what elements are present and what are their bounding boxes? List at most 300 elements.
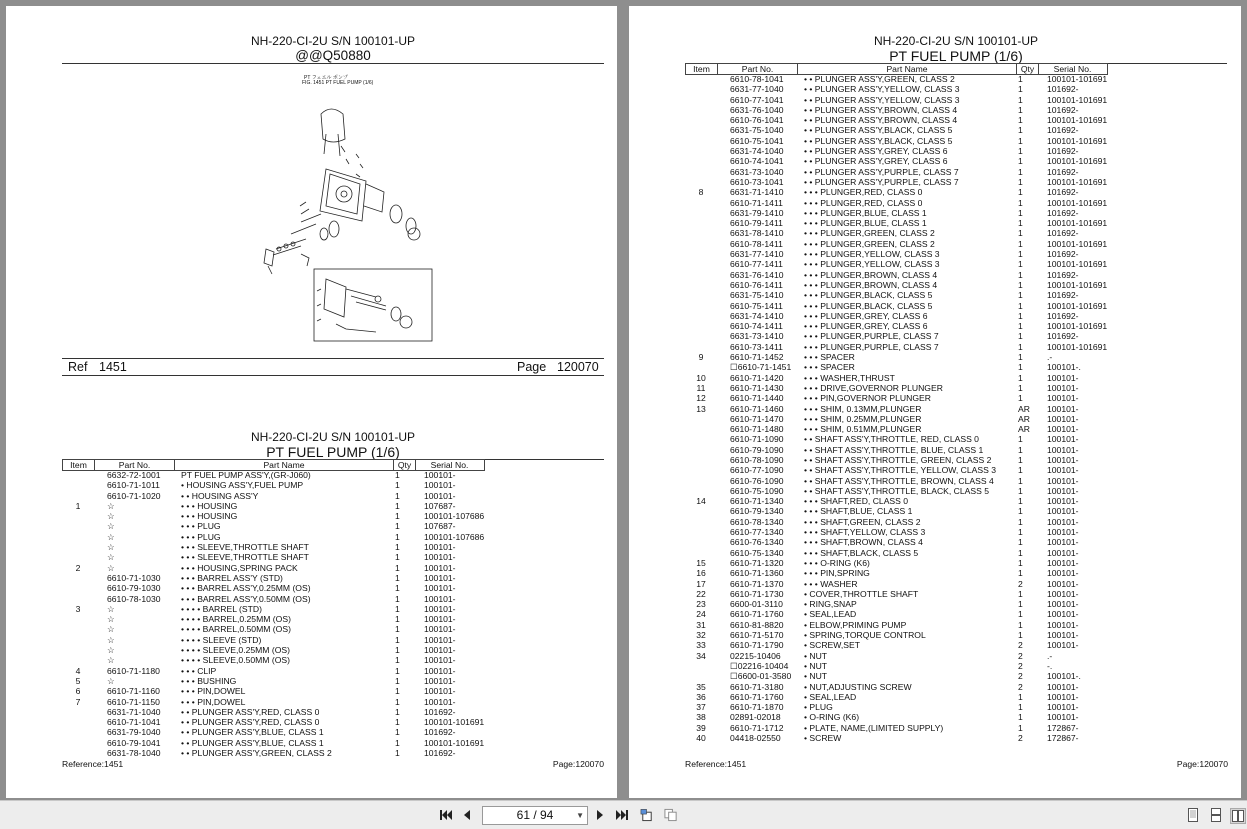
cell-part-no: ☐6610-71-1451: [730, 362, 792, 373]
table-row: [62, 583, 602, 593]
figure-caption-jp: PT フェエル ポンプ: [304, 75, 348, 81]
cell-part-name: • • PLUNGER ASS'Y,GREY, CLASS 6: [804, 156, 948, 167]
cell-part-name: • • • PLUNGER,GREY, CLASS 6: [804, 310, 928, 321]
table-row: [685, 589, 1225, 599]
table-row: [685, 383, 1225, 393]
cell-part-no: 6631-74-1040: [730, 146, 784, 157]
cell-qty: AR: [1018, 424, 1030, 435]
cell-part-name: • • • • BARREL,0.50MM (OS): [181, 624, 291, 635]
cell-serial-no: 100101-: [1047, 547, 1079, 558]
cell-part-no: 6610-71-3180: [730, 681, 784, 692]
cell-part-no: 6631-73-1410: [730, 331, 784, 342]
table-row: [685, 228, 1225, 238]
cell-serial-no: 100101-101691: [1047, 279, 1108, 290]
cell-part-name: • • PLUNGER ASS'Y,YELLOW, CLASS 3: [804, 84, 960, 95]
cell-part-name: • • PLUNGER ASS'Y,BLACK, CLASS 5: [804, 135, 953, 146]
cell-serial-no: 100101-101691: [1047, 156, 1108, 167]
cell-part-no: 6631-71-1410: [730, 187, 784, 198]
cell-qty: 1: [395, 624, 400, 635]
cell-part-name: • • • DRIVE,GOVERNOR PLUNGER: [804, 382, 943, 393]
cell-item: 15: [696, 557, 706, 568]
cell-part-name: • SEAL,LEAD: [804, 609, 857, 620]
cell-part-name: • SCREW: [804, 733, 842, 743]
table-row: [685, 476, 1225, 486]
cell-part-no: 6610-81-8820: [730, 619, 784, 630]
cell-qty: 1: [1018, 527, 1023, 538]
cell-part-no: 6610-79-1340: [730, 506, 784, 517]
cell-serial-no: 100101-: [1047, 527, 1079, 538]
cell-part-no: 6610-77-1090: [730, 465, 784, 476]
cell-part-no: 6600-01-3110: [730, 599, 783, 610]
cell-serial-no: 100101-101691: [1047, 341, 1108, 352]
cell-part-name: • • • BARREL ASS'Y (STD): [181, 572, 283, 583]
cell-qty: 1: [1018, 218, 1023, 229]
cell-part-no: 6610-76-1041: [730, 115, 784, 126]
cell-qty: 1: [395, 562, 400, 573]
table-row: [685, 733, 1225, 743]
figure-code: @@Q50880: [295, 48, 371, 63]
cell-part-name: • • • SPACER: [804, 362, 855, 373]
cell-part-no: 6610-75-1340: [730, 547, 784, 558]
cell-part-name: • • • SHAFT,RED, CLASS 0: [804, 496, 909, 507]
cell-qty: 1: [395, 531, 400, 542]
cell-part-no: 6610-71-1360: [730, 568, 784, 579]
cell-part-no: 6610-71-1760: [730, 691, 784, 702]
cell-qty: 1: [1018, 94, 1023, 105]
table-row: [685, 661, 1225, 671]
cell-part-name: • • PLUNGER ASS'Y,BROWN, CLASS 4: [804, 104, 958, 115]
cell-serial-no: 101692-: [424, 748, 456, 759]
cell-part-no: 6610-71-1440: [730, 393, 784, 404]
cell-serial-no: 100101-: [424, 480, 456, 491]
cell-qty: 1: [1018, 382, 1023, 393]
cell-part-no: 6610-73-1411: [730, 341, 783, 352]
cell-serial-no: 100101-: [1047, 619, 1079, 630]
cell-qty: 1: [395, 686, 400, 697]
cell-part-no: 6631-74-1410: [730, 310, 784, 321]
cell-serial-no: 101692-: [1047, 187, 1079, 198]
cell-part-name: • • • • SLEEVE,0.50MM (OS): [181, 655, 290, 666]
ref-divider: [62, 358, 604, 359]
cell-serial-no: 100101-.: [1047, 671, 1081, 682]
page-label: Page: [517, 360, 547, 374]
cell-part-no: 6610-71-1180: [107, 665, 160, 676]
copy-icon[interactable]: [664, 808, 678, 822]
cell-qty: 1: [1018, 238, 1023, 249]
cell-item: 2: [75, 562, 81, 573]
cell-part-no: 6610-79-1090: [730, 444, 784, 455]
cell-part-name: • • PLUNGER ASS'Y,PURPLE, CLASS 7: [804, 176, 959, 187]
cell-item: 16: [696, 568, 706, 579]
cell-part-name: • NUT: [804, 671, 828, 682]
cell-qty: 1: [1018, 146, 1023, 157]
cell-qty: 1: [1018, 279, 1023, 290]
section-subtitle: PT FUEL PUMP (1/6): [266, 444, 400, 460]
cell-part-name: • • PLUNGER ASS'Y,BLUE, CLASS 1: [181, 737, 324, 748]
cell-part-name: • • • PIN,GOVERNOR PLUNGER: [804, 393, 931, 404]
cell-qty: 1: [1018, 104, 1023, 115]
cell-qty: 1: [1018, 588, 1023, 599]
cell-part-no: 6610-71-1460: [730, 403, 784, 414]
cell-serial-no: 100101-: [1047, 681, 1079, 692]
cell-part-no: ☆: [107, 655, 115, 666]
table-row: [62, 738, 602, 748]
cell-serial-no: 100101-: [1047, 691, 1079, 702]
table-row: [685, 702, 1225, 712]
cell-qty: 1: [1018, 187, 1023, 198]
cell-qty: 1: [1018, 557, 1023, 568]
cell-item: 14: [696, 496, 706, 507]
table-row: [62, 635, 602, 645]
cell-serial-no: 172867-: [1047, 733, 1079, 743]
header-item: Item: [686, 64, 718, 74]
cell-qty: 1: [1018, 691, 1023, 702]
cell-serial-no: 100101-: [1047, 516, 1079, 527]
cell-qty: 1: [1018, 465, 1023, 476]
table-row: [62, 573, 602, 583]
cell-qty: 1: [395, 727, 400, 738]
cell-serial-no: 100101-: [1047, 454, 1079, 465]
table-row: [685, 682, 1225, 692]
pump-drawing: [246, 74, 436, 344]
cell-part-no: 6610-76-1411: [730, 279, 783, 290]
viewer-toolbar: [0, 800, 1247, 829]
cell-serial-no: 100101-: [1047, 568, 1079, 579]
cell-serial-no: 100101-107686: [424, 531, 485, 542]
cell-qty: 1: [1018, 475, 1023, 486]
page-number-input[interactable]: [482, 806, 588, 825]
table-row: [685, 105, 1225, 115]
cell-part-no: 6610-71-1370: [730, 578, 784, 589]
cell-item: 22: [696, 588, 706, 599]
rotate-icon[interactable]: [640, 808, 654, 822]
cell-serial-no: 100101-: [1047, 485, 1079, 496]
cell-serial-no: 100101-101691: [1047, 197, 1108, 208]
cell-serial-no: 100101-101691: [1047, 238, 1108, 249]
cell-qty: 1: [395, 665, 400, 676]
cell-qty: 1: [1018, 321, 1023, 332]
cell-part-name: • • • PLUNGER,RED, CLASS 0: [804, 197, 923, 208]
cell-serial-no: 100101-: [424, 655, 456, 666]
footer-reference: Reference:1451: [62, 759, 124, 769]
cell-qty: 1: [1018, 166, 1023, 177]
table-row: [685, 579, 1225, 589]
cell-qty: 1: [395, 748, 400, 759]
cell-part-name: • • • SHIM, 0.25MM,PLUNGER: [804, 413, 922, 424]
cell-qty: 1: [1018, 74, 1023, 84]
cell-serial-no: 100101-101691: [1047, 218, 1108, 229]
table-row: [685, 692, 1225, 702]
cell-part-no: 6610-71-1452: [730, 352, 784, 363]
table-row: [685, 651, 1225, 661]
cell-qty: 1: [1018, 115, 1023, 126]
cell-part-name: • • • PLUG: [181, 521, 221, 532]
cell-qty: 1: [1018, 259, 1023, 270]
cell-part-name: • • PLUNGER ASS'Y,YELLOW, CLASS 3: [804, 94, 960, 105]
footer-reference: Reference:1451: [685, 759, 747, 769]
cell-serial-no: 100101-107686: [424, 511, 485, 522]
cell-part-name: • • • PLUNGER,RED, CLASS 0: [804, 187, 923, 198]
cell-item: 38: [696, 712, 706, 723]
cell-qty: 1: [1018, 630, 1023, 641]
cell-serial-no: -.: [1047, 660, 1053, 671]
cell-qty: 1: [1018, 362, 1023, 373]
cell-serial-no: 100101-: [424, 470, 456, 480]
cell-serial-no: 100101-.: [1047, 362, 1081, 373]
cell-part-no: ☆: [107, 634, 115, 645]
cell-serial-no: 107687-: [424, 521, 456, 532]
cell-item: 7: [75, 696, 81, 707]
table-row: [62, 594, 602, 604]
cell-serial-no: 100101-: [424, 552, 456, 563]
cell-part-no: 6610-71-1411: [730, 197, 783, 208]
cell-qty: 1: [1018, 599, 1023, 610]
cell-qty: 1: [1018, 290, 1023, 301]
table-row: [62, 501, 602, 511]
table-row: [62, 552, 602, 562]
cell-part-name: • • • PLUNGER,BLACK, CLASS 5: [804, 300, 933, 311]
figure-caption-en: FIG. 1451 PT FUEL PUMP (1/6): [302, 80, 374, 86]
cell-qty: 2: [1018, 650, 1023, 661]
cell-part-name: • • • HOUSING,SPRING PACK: [181, 562, 298, 573]
cell-serial-no: 101692-: [1047, 166, 1079, 177]
cell-item: 36: [696, 691, 706, 702]
table-row: [685, 414, 1225, 424]
cell-serial-no: 100101-: [1047, 393, 1079, 404]
cell-part-no: 6610-78-1340: [730, 516, 784, 527]
cell-qty: 1: [1018, 156, 1023, 167]
cell-qty: 1: [1018, 619, 1023, 630]
cell-item: 17: [696, 578, 706, 589]
cell-part-no: 6610-78-1030: [107, 593, 161, 604]
cell-qty: 1: [395, 645, 400, 656]
cell-part-no: ☆: [107, 552, 115, 563]
table-row: [685, 445, 1225, 455]
cell-part-name: • • • PLUG: [181, 531, 221, 542]
cell-part-no: 6631-78-1410: [730, 228, 784, 239]
cell-part-no: ☆: [107, 531, 115, 542]
table-row: [685, 95, 1225, 105]
cell-serial-no: 100101-: [1047, 506, 1079, 517]
cell-serial-no: 100101-: [1047, 557, 1079, 568]
header-serial-no: Serial No.: [1053, 64, 1092, 74]
cell-qty: 1: [395, 717, 400, 728]
cell-qty: 1: [1018, 125, 1023, 136]
cell-qty: 1: [395, 552, 400, 563]
cell-serial-no: 100101-: [424, 634, 456, 645]
cell-part-name: • • • WASHER: [804, 578, 858, 589]
table-row: [685, 537, 1225, 547]
next-page-icon[interactable]: [593, 808, 607, 822]
cell-part-name: • • • • SLEEVE,0.25MM (OS): [181, 645, 290, 656]
table-row: [685, 311, 1225, 321]
cell-qty: 1: [1018, 135, 1023, 146]
cell-serial-no: 100101-: [424, 675, 456, 686]
table-row: [685, 270, 1225, 280]
cell-item: 3: [75, 603, 81, 614]
cell-qty: 1: [1018, 537, 1023, 548]
cell-serial-no: 100101-: [424, 572, 456, 583]
cell-serial-no: 100101-101691: [1047, 115, 1108, 126]
cell-part-no: 04418-02550: [730, 733, 781, 743]
table-row: [62, 707, 602, 717]
cell-qty: 1: [1018, 722, 1023, 733]
cell-qty: 1: [395, 500, 400, 511]
cell-part-name: • • PLUNGER ASS'Y,GREY, CLASS 6: [804, 146, 948, 157]
table-row: [685, 259, 1225, 269]
header-item: Item: [63, 460, 95, 470]
cell-part-no: 6610-71-1760: [730, 609, 784, 620]
cell-qty: 1: [395, 511, 400, 522]
cell-part-no: 6610-71-1420: [730, 372, 784, 383]
table-row: [685, 393, 1225, 403]
cell-qty: 1: [1018, 331, 1023, 342]
cell-part-no: 6610-71-1011: [107, 480, 160, 491]
cell-item: 35: [696, 681, 706, 692]
figure-page-title: NH-220-CI-2U S/N 100101-UP: [250, 34, 416, 48]
cell-part-no: ☆: [107, 603, 115, 614]
continuous-icon[interactable]: [1209, 808, 1223, 822]
cell-part-name: • • PLUNGER ASS'Y,GREEN, CLASS 2: [804, 74, 955, 84]
cell-qty: 1: [395, 696, 400, 707]
table-row: [685, 455, 1225, 465]
header-qty: Qty: [394, 460, 416, 470]
header-part-name: Part Name: [175, 460, 394, 470]
cell-part-name: • RING,SNAP: [804, 599, 857, 610]
table-row: [685, 84, 1225, 94]
cell-part-name: • • PLUNGER ASS'Y,RED, CLASS 0: [181, 717, 320, 728]
table-row: [685, 208, 1225, 218]
cell-part-no: 6610-75-1090: [730, 485, 784, 496]
table-row: [685, 136, 1225, 146]
first-page-icon[interactable]: [439, 808, 453, 822]
cell-part-name: • • • PIN,DOWEL: [181, 686, 246, 697]
table-row: [62, 604, 602, 614]
cell-qty: 2: [1018, 640, 1023, 651]
single-page-icon[interactable]: [1186, 808, 1200, 822]
cell-serial-no: 100101-101691: [1047, 94, 1108, 105]
cell-part-no: 6610-71-1090: [730, 434, 784, 445]
table-row: [685, 156, 1225, 166]
cell-serial-no: 100101-: [424, 645, 456, 656]
cell-part-no: ☆: [107, 614, 115, 625]
table-row: [62, 491, 602, 501]
cell-qty: 1: [395, 614, 400, 625]
cell-serial-no: 100101-: [424, 696, 456, 707]
cell-serial-no: 101692-: [1047, 290, 1079, 301]
cell-part-name: • • • PLUNGER,BLACK, CLASS 5: [804, 290, 933, 301]
parts-table-body: [685, 74, 1225, 743]
table-row: [62, 666, 602, 676]
cell-serial-no: 100101-101691: [1047, 176, 1108, 187]
table-row: [62, 542, 602, 552]
cell-part-no: ☆: [107, 562, 115, 573]
cell-part-no: ☆: [107, 542, 115, 553]
cell-item: 37: [696, 702, 706, 713]
cell-part-name: • • • SLEEVE,THROTTLE SHAFT: [181, 542, 309, 553]
cell-part-no: 6610-71-1320: [730, 557, 784, 568]
table-row: [685, 280, 1225, 290]
table-row: [62, 624, 602, 634]
cell-part-no: 6610-71-1041: [107, 717, 161, 728]
cell-part-no: 6610-73-1041: [730, 176, 784, 187]
cell-part-name: • • PLUNGER ASS'Y,GREEN, CLASS 2: [181, 748, 332, 759]
cell-part-no: 6610-77-1041: [730, 94, 784, 105]
cell-part-no: 6631-79-1410: [730, 207, 784, 218]
cell-qty: AR: [1018, 403, 1030, 414]
cell-serial-no: 107687-: [424, 500, 456, 511]
header-part-no: Part No.: [718, 64, 798, 74]
cell-item: 9: [698, 352, 704, 363]
table-row: [685, 620, 1225, 630]
last-page-icon[interactable]: [614, 808, 628, 822]
cell-serial-no: 100101-101691: [1047, 321, 1108, 332]
cell-part-no: 6610-71-1730: [730, 588, 784, 599]
facing-icon[interactable]: [1230, 808, 1246, 824]
cell-part-name: • • • PLUNGER,PURPLE, CLASS 7: [804, 341, 939, 352]
cell-qty: 1: [395, 480, 400, 491]
cell-qty: 2: [1018, 681, 1023, 692]
cell-serial-no: 101692-: [1047, 104, 1079, 115]
table-row: [62, 748, 602, 758]
cell-part-name: • • • SHIM, 0.51MM,PLUNGER: [804, 424, 922, 435]
ref-value: 1451: [99, 360, 127, 374]
cell-part-no: ☐02216-10404: [730, 660, 789, 671]
cell-serial-no: 100101-: [1047, 372, 1079, 383]
cell-serial-no: 100101-101691: [1047, 259, 1108, 270]
prev-page-icon[interactable]: [460, 808, 474, 822]
cell-item: 13: [696, 403, 706, 414]
table-row: [685, 506, 1225, 516]
cell-qty: 1: [1018, 176, 1023, 187]
cell-qty: 1: [1018, 228, 1023, 239]
parts-table-body: [62, 470, 602, 758]
cell-part-name: • • • HOUSING: [181, 511, 238, 522]
cell-part-name: • • • BUSHING: [181, 675, 237, 686]
cell-part-name: • • • PLUNGER,BLUE, CLASS 1: [804, 207, 927, 218]
cell-part-name: • • SHAFT ASS'Y,THROTTLE, YELLOW, CLASS 3: [804, 465, 997, 476]
table-row: [685, 177, 1225, 187]
cell-serial-no: 100101-: [424, 624, 456, 635]
cell-part-no: 6610-78-1090: [730, 454, 784, 465]
table-row: [685, 599, 1225, 609]
cell-serial-no: .-: [1047, 650, 1053, 661]
cell-part-no: 6610-79-1030: [107, 583, 161, 594]
table-row: [685, 125, 1225, 135]
cell-part-no: 6631-71-1040: [107, 706, 161, 717]
cell-qty: 1: [1018, 310, 1023, 321]
cell-qty: 1: [395, 521, 400, 532]
cell-qty: AR: [1018, 413, 1030, 424]
cell-qty: 1: [1018, 393, 1023, 404]
cell-serial-no: 101692-: [1047, 125, 1079, 136]
table-row: [685, 548, 1225, 558]
cell-qty: 1: [395, 655, 400, 666]
cell-part-name: • • PLUNGER ASS'Y,BLACK, CLASS 5: [804, 125, 953, 136]
cell-serial-no: 100101-101691: [1047, 135, 1108, 146]
cell-item: 6: [75, 686, 81, 697]
cell-serial-no: 172867-: [1047, 722, 1079, 733]
cell-part-no: 6631-78-1040: [107, 748, 161, 759]
cell-item: 40: [696, 733, 706, 743]
table-row: [685, 167, 1225, 177]
cell-part-name: • • • CLIP: [181, 665, 217, 676]
dropdown-arrow-icon[interactable]: ▼: [576, 811, 584, 820]
section-title: NH-220-CI-2U S/N 100101-UP: [250, 430, 416, 444]
cell-serial-no: 100101-: [1047, 496, 1079, 507]
cell-serial-no: 100101-: [1047, 578, 1079, 589]
cell-qty: 1: [395, 634, 400, 645]
